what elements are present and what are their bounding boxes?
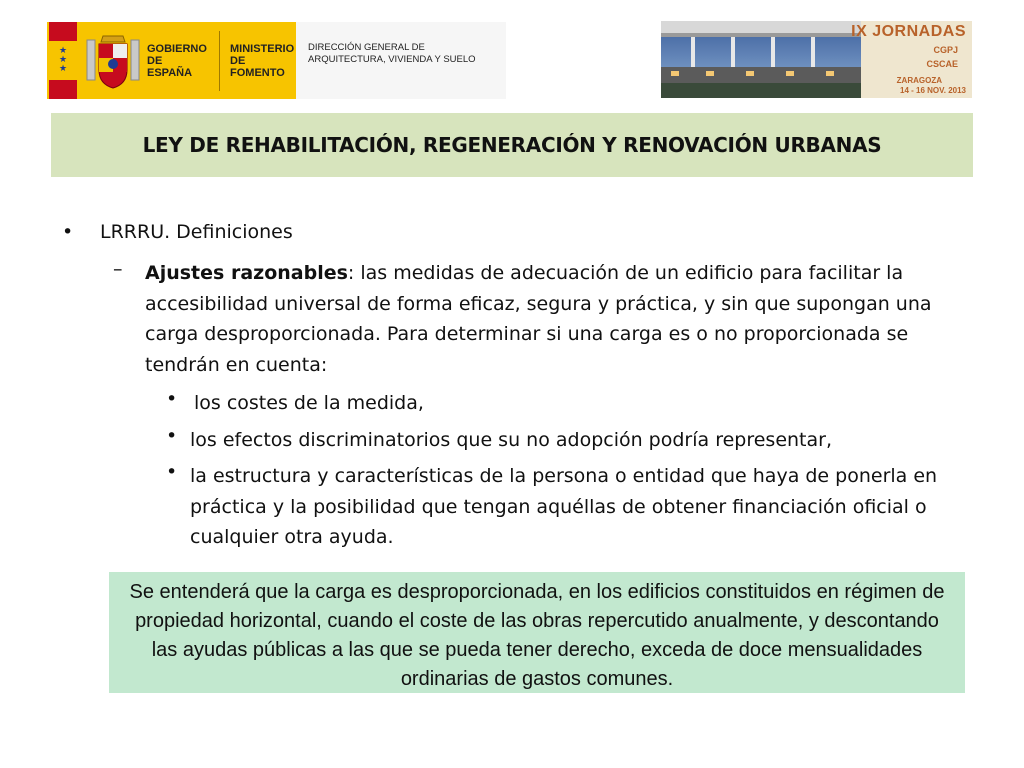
event-title: IX JORNADAS <box>851 23 966 40</box>
dash-icon: – <box>113 258 123 280</box>
definition-paragraph <box>145 258 965 380</box>
bullet-icon: • <box>62 221 74 243</box>
event-org-cgpj: CGPJ <box>933 45 958 55</box>
definition-term: Ajustes razonables <box>145 262 348 284</box>
list-item: los efectos discriminatorios que su no adopción podría representar, <box>190 429 833 451</box>
highlight-note-box: Se entenderá que la carga es desproporcionada, en los edificios constituidos en régimen de propiedad horizontal, cuando el coste de las obras repercutido anualmente, y descontando las ayudas públicas a las que se pueda tener derecho, exceda de doce mensualidades ordinarias de gastos comunes. <box>109 572 965 693</box>
bullet-icon: • <box>166 388 178 410</box>
directorate-name: DIRECCIÓN GENERAL DE ARQUITECTURA, VIVIENDA Y SUELO <box>308 42 476 65</box>
bullet-icon: • <box>166 425 178 447</box>
government-logo-block <box>47 22 506 99</box>
definition-text: : las medidas de adecuación de un edificio para facilitar la accesibilidad universal de forma eficaz, segura y práctica, y sin que supongan una carga desproporcionada. Para determinar si una carga es o no proporcionada se tendrán en cuenta: <box>145 262 932 376</box>
divider <box>219 31 220 91</box>
slide-title-bar <box>51 113 973 177</box>
event-org-cscae: CSCAE <box>926 59 958 69</box>
level1-heading: LRRRU. Definiciones <box>100 221 293 243</box>
list-item: los costes de la medida, <box>194 392 424 414</box>
ministry-name: MINISTERIO DE FOMENTO <box>230 42 295 79</box>
slide-title: LEY DE REHABILITACIÓN, REGENERACIÓN Y RENOVACIÓN URBANAS <box>142 133 882 157</box>
spanish-flag-icon: ★ ★ ★ <box>49 22 77 99</box>
bullet-icon: • <box>166 461 178 483</box>
coat-of-arms-icon <box>85 30 141 92</box>
event-city: ZARAGOZA <box>896 76 942 85</box>
gov-yellow-panel <box>47 22 296 99</box>
event-dates: 14 - 16 NOV. 2013 <box>900 86 966 95</box>
event-banner <box>661 21 972 98</box>
gov-name: GOBIERNO DE ESPAÑA <box>147 42 207 79</box>
list-item: la estructura y características de la persona o entidad que haya de ponerla en práctica y la posibilidad que tengan aquéllas de obtener financiación oficial o cualquier otra ayuda. <box>190 465 938 548</box>
